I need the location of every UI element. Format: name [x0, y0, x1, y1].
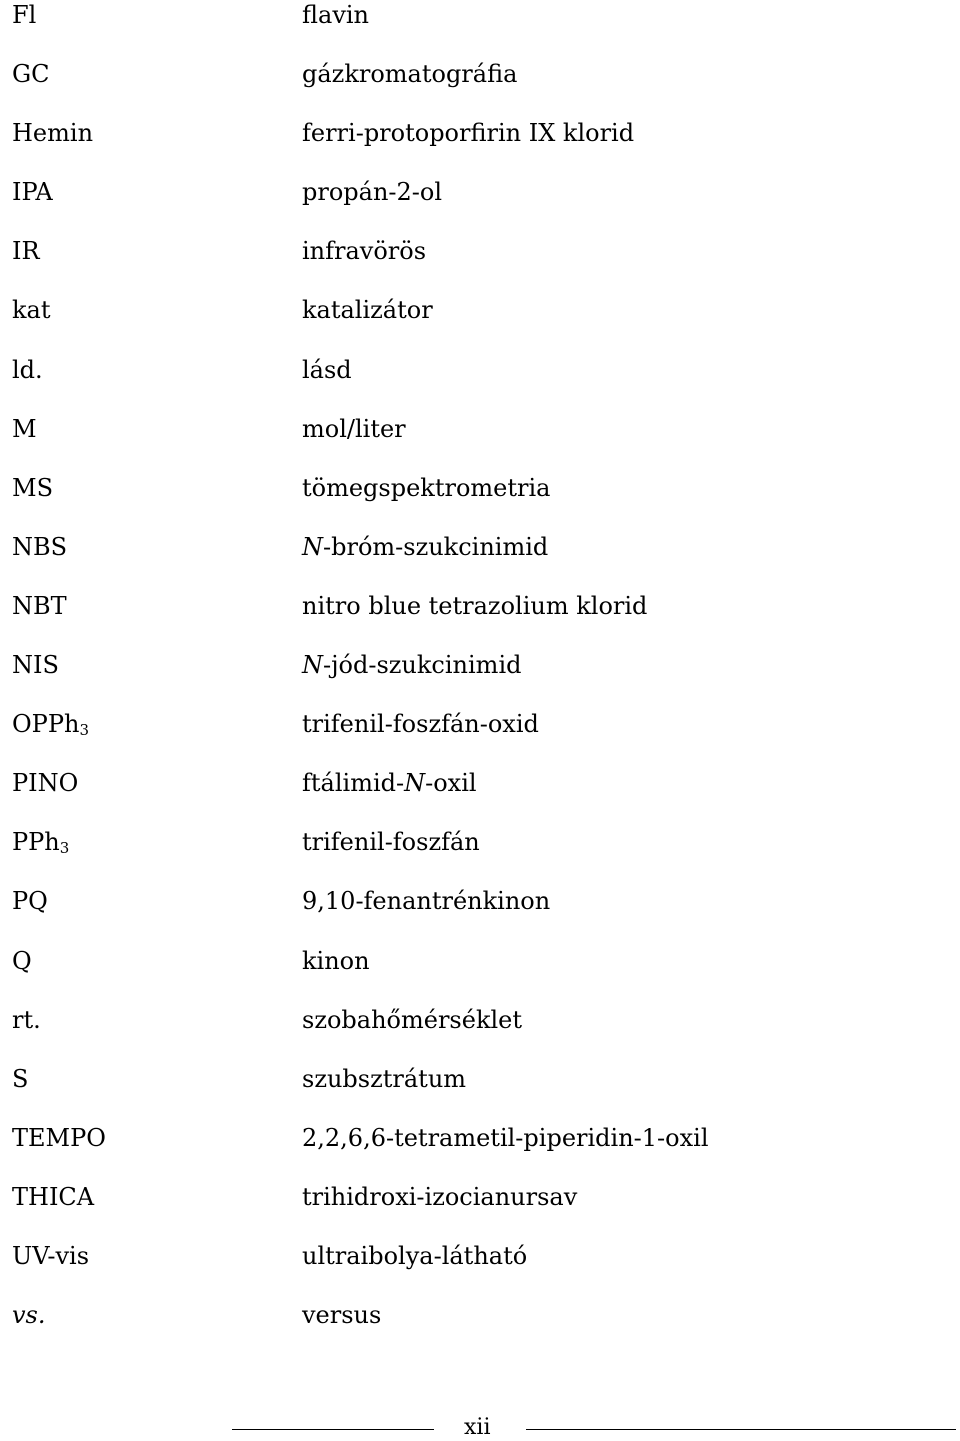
abbreviation-term: [12, 827, 69, 863]
abbreviation-definition: trihidroxi-izocianursav: [302, 1182, 578, 1211]
abbreviation-definition: kinon: [302, 946, 370, 975]
abbreviation-term: PINO: [12, 769, 79, 798]
abbreviation-term: TEMPO: [12, 1123, 106, 1152]
abbreviation-definition: propán-2-ol: [302, 178, 443, 207]
abbreviation-row: [0, 118, 960, 177]
abbreviation-row: [0, 1300, 960, 1359]
abbreviation-term: IR: [12, 237, 40, 266]
subscript: 3: [79, 721, 89, 740]
abbreviation-row: [0, 473, 960, 532]
abbreviation-definition: [302, 768, 477, 798]
abbreviation-term: GC: [12, 60, 50, 89]
abbreviation-term: NBS: [12, 532, 68, 561]
abbreviation-definition: [302, 532, 548, 562]
abbreviation-row: [0, 650, 960, 709]
abbreviation-definition: trifenil-foszfán: [302, 828, 480, 857]
footer-rule-left: [232, 1429, 434, 1430]
abbreviation-row: [0, 709, 960, 768]
page-footer: [0, 1413, 960, 1440]
abbreviation-row: [0, 886, 960, 945]
abbreviation-term: Q: [12, 946, 32, 975]
abbreviation-definition: lásd: [302, 355, 352, 384]
abbreviation-definition: katalizátor: [302, 296, 433, 325]
subscript: 3: [59, 839, 70, 858]
abbreviation-term: vs.: [12, 1301, 46, 1330]
abbreviation-term: IPA: [12, 178, 53, 207]
italic-prefix: N: [302, 532, 323, 561]
abbreviation-definition: mol/liter: [302, 414, 406, 443]
abbreviation-row: [0, 1241, 960, 1300]
abbreviation-definition: 2,2,6,6-tetrametil-piperidin-1-oxil: [302, 1123, 709, 1152]
abbreviation-main: PPh: [12, 828, 60, 857]
abbreviation-definition: flavin: [302, 1, 370, 29]
abbreviation-row: [0, 532, 960, 591]
abbreviation-definition: 9,10-fenantrénkinon: [302, 887, 551, 916]
abbreviation-row: [0, 414, 960, 473]
abbreviation-main: OPPh: [12, 710, 80, 739]
abbreviation-row: [0, 295, 960, 354]
abbreviation-row: [0, 946, 960, 1005]
abbreviation-definition: trifenil-foszfán-oxid: [302, 710, 539, 739]
abbreviation-term: ld.: [12, 355, 43, 384]
abbreviation-row: [0, 1005, 960, 1064]
abbreviation-definition: ferri-protoporfirin IX klorid: [302, 119, 635, 148]
abbreviation-definition: [302, 650, 521, 680]
abbreviation-row: [0, 355, 960, 414]
abbreviation-term: S: [12, 1064, 29, 1093]
abbreviation-row: [0, 827, 960, 886]
abbreviation-term: Hemin: [12, 119, 94, 148]
abbreviation-term: [12, 709, 89, 745]
abbreviation-definition: infravörös: [302, 237, 427, 266]
definition-rest: -jód-szukcinimid: [323, 651, 522, 680]
abbreviation-term: kat: [12, 296, 51, 325]
page-number: xii: [464, 1415, 491, 1440]
abbreviation-term: PQ: [12, 887, 48, 916]
abbreviation-definition: nitro blue tetrazolium klorid: [302, 591, 648, 620]
abbreviation-row: [0, 236, 960, 295]
footer-rule-right: [526, 1429, 956, 1430]
abbreviation-term: Fl: [12, 1, 37, 29]
abbreviation-term: NBT: [12, 591, 67, 620]
abbreviation-term: UV-vis: [12, 1241, 90, 1270]
abbreviation-definition: szobahőmérséklet: [302, 1005, 523, 1034]
abbreviation-row: [0, 59, 960, 118]
abbreviation-row: [0, 1123, 960, 1182]
abbreviation-term: NIS: [12, 651, 59, 680]
abbreviation-row: [0, 0, 960, 59]
abbreviation-definition: ultraibolya-látható: [302, 1241, 528, 1270]
abbreviation-row: [0, 591, 960, 650]
abbreviation-row: [0, 1064, 960, 1123]
abbreviation-definition: gázkromatográfia: [302, 60, 518, 89]
abbreviation-definition: versus: [302, 1301, 382, 1330]
abbreviation-row: [0, 177, 960, 236]
definition-rest: -bróm-szukcinimid: [323, 532, 549, 561]
italic-prefix: N: [302, 651, 323, 680]
abbreviation-term: THICA: [12, 1182, 95, 1211]
abbreviation-definition: tömegspektrometria: [302, 473, 551, 502]
abbreviation-row: [0, 768, 960, 827]
abbreviation-definition: szubsztrátum: [302, 1064, 467, 1093]
abbreviation-row: [0, 1182, 960, 1241]
definition-post: -oxil: [425, 769, 477, 798]
abbreviation-term: M: [12, 414, 37, 443]
abbreviation-term: rt.: [12, 1005, 41, 1034]
italic-part: N: [404, 769, 426, 798]
abbreviation-term: MS: [12, 473, 54, 502]
definition-pre: ftálimid-: [302, 769, 405, 798]
